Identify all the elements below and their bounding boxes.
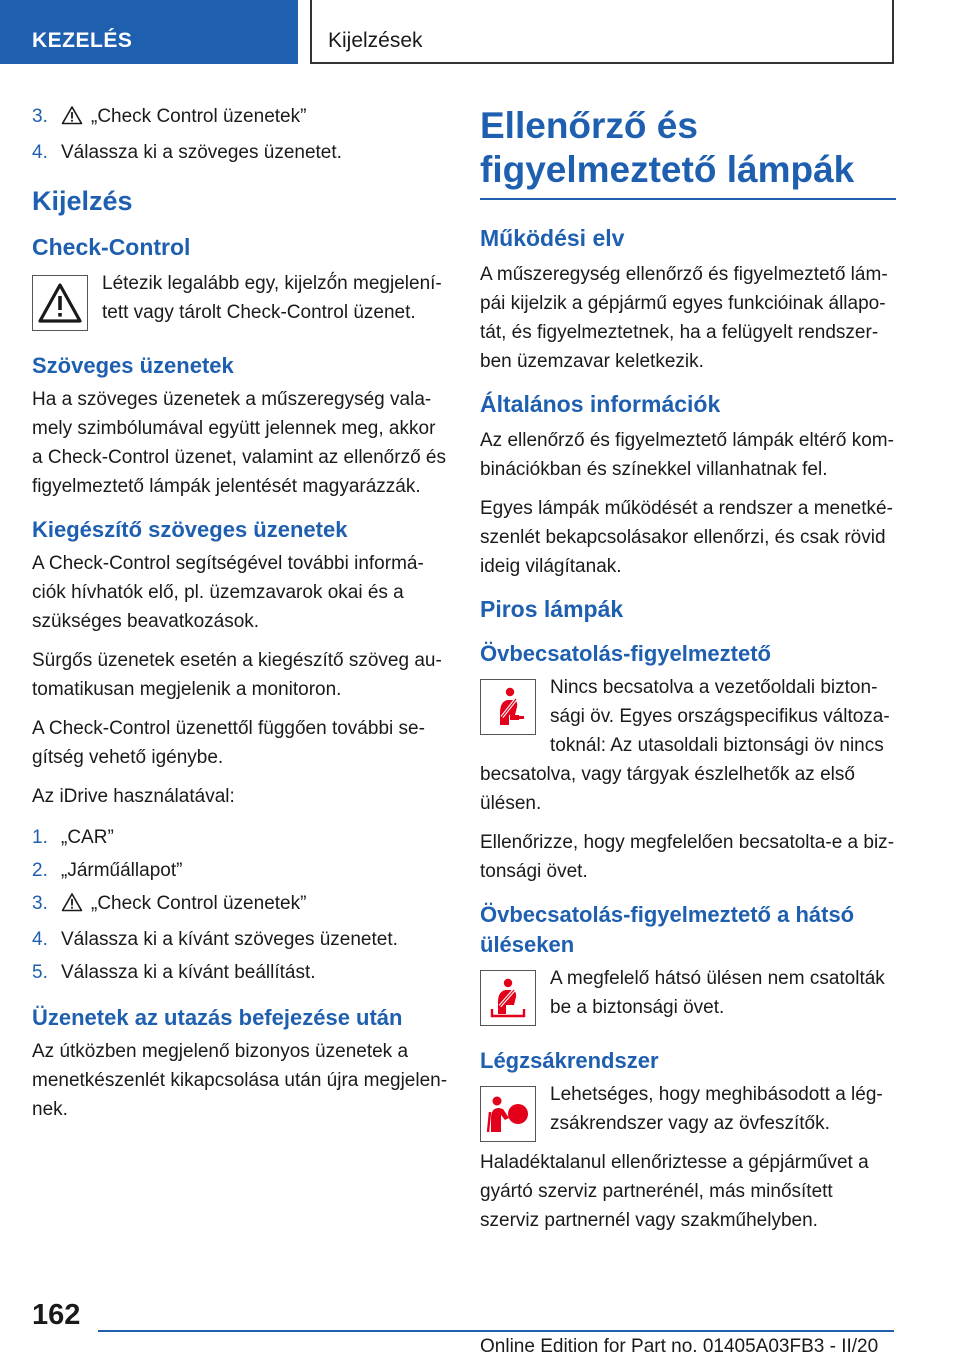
step-number: 4. bbox=[32, 929, 48, 950]
step-number: 5. bbox=[32, 962, 48, 983]
check-control-block bbox=[32, 269, 448, 337]
page-number: 162 bbox=[32, 1299, 81, 1331]
ovbecs-hatso-text: A megfelelő hátsó ülésen nem csatolták be a biztonsági övet. bbox=[550, 968, 885, 1018]
step-text: Válassza ki a szöveges üzenetet. bbox=[61, 142, 342, 163]
airbag-warning-icon bbox=[480, 1086, 536, 1142]
header-section-label: KEZELÉS bbox=[0, 0, 298, 64]
heading-ovbecs: Övbecsatolás-figyelmeztető bbox=[480, 641, 771, 666]
kiegeszito-paragraph: A Check-Control segítségével további információk hívhatók elő, pl. üzemzavarok okai és a szükséges beavatkozások. bbox=[32, 553, 424, 632]
list-item bbox=[32, 956, 448, 989]
left-column bbox=[32, 100, 448, 1134]
heading-lampak: Ellenőrző és figyelmeztető lámpák bbox=[480, 104, 896, 200]
seatbelt-warning-icon bbox=[480, 679, 536, 735]
ovbecs-hatso-block bbox=[480, 964, 896, 1032]
ovbecs-text-2: Ellenőrizze, hogy megfelelően becsatolta-e a biztonsági övet. bbox=[480, 832, 895, 882]
step-number: 3. bbox=[32, 106, 48, 127]
list-item bbox=[32, 854, 448, 887]
legzsak-text: Lehetséges, hogy meghibásodott a légzsákrendszer vagy az övfeszítők. bbox=[550, 1084, 883, 1134]
heading-kiegeszito: Kiegészítő szöveges üzenetek bbox=[32, 517, 348, 542]
list-item bbox=[32, 136, 448, 169]
heading-utazas: Üzenetek az utazás befejezése után bbox=[32, 1005, 403, 1030]
ovbecs-text: Nincs becsatolva a vezetőoldali biztonsági öv. Egyes országspecifikus változatoknál: Az utasoldali biztonsági öv nincs becsatolva, vagy tárgyak észlelhetők az első ülésen. bbox=[480, 677, 890, 814]
step-text: Válassza ki a kívánt beállítást. bbox=[61, 962, 316, 983]
footer-edition: Online Edition for Part no. 01405A03FB3 - II/20 bbox=[480, 1336, 879, 1357]
legzsak-block bbox=[480, 1080, 896, 1245]
legzsak-text: Haladéktalanul ellenőriztesse a gépjárművet a gyártó szerviz partnerénél, más minősített szerviz partnernél vagy szakműhelyben. bbox=[480, 1152, 869, 1231]
step-number: 2. bbox=[32, 860, 48, 881]
warning-triangle-icon bbox=[61, 890, 83, 923]
heading-mukodesi: Működési elv bbox=[480, 225, 625, 251]
list-item bbox=[32, 821, 448, 854]
heading-check-control: Check-Control bbox=[32, 234, 191, 260]
kiegeszito-paragraph: Az iDrive használatával: bbox=[32, 786, 235, 807]
idrive-step-list bbox=[32, 821, 448, 989]
heading-kijelzes: Kijelzés bbox=[32, 186, 133, 216]
step-text: „Járműállapot” bbox=[61, 860, 183, 881]
heading-ovbecs-hatso: Övbecsatolás-figyelmeztető a hátsó üléseken bbox=[480, 902, 855, 957]
kiegeszito-paragraph: Sürgős üzenetek esetén a kiegészítő szöveg automatikusan megjelenik a monitoron. bbox=[32, 650, 442, 700]
step-text: Válassza ki a kívánt szöveges üzenetet. bbox=[61, 929, 398, 950]
heading-altalanos: Általános információk bbox=[480, 391, 721, 417]
ovbecs-block bbox=[480, 673, 896, 828]
step-text: „Check Control üzenetek” bbox=[91, 106, 307, 127]
altalanos-paragraph: Egyes lámpák működését a rendszer a menetkészenlét bekapcsolásakor ellenőrzi, és csak rövid ideig világítanak. bbox=[480, 498, 893, 577]
warning-triangle-icon bbox=[61, 103, 83, 136]
heading-szoveges: Szöveges üzenetek bbox=[32, 353, 234, 378]
step-text: „CAR” bbox=[61, 827, 114, 848]
heading-legzsak: Légzsákrendszer bbox=[480, 1048, 659, 1073]
step-number: 3. bbox=[32, 893, 48, 914]
check-control-text: Létezik legalább egy, kijelző́n megjelenített vagy tárolt Check-Control üzenet. bbox=[102, 273, 442, 323]
list-item bbox=[32, 100, 448, 136]
top-step-list bbox=[32, 100, 448, 169]
mukodesi-text: A műszeregység ellenőrző és figyelmeztető lámpái kijelzik a gépjármű egyes funkcióinak állapotát, és figyelmeztetnek, ha a felügyelt rendszerben üzemzavar keletkezik. bbox=[480, 264, 888, 372]
szoveges-text: Ha a szöveges üzenetek a műszeregység valamely szimbólumával együtt jelennek meg, akkor a Check-Control üzenet, valamint az ellenőrző és figyelmeztető lámpák jelentését magyarázzák. bbox=[32, 389, 446, 497]
header-chapter-title: Kijelzések bbox=[310, 0, 894, 64]
footer-divider bbox=[98, 1330, 894, 1332]
check-control-warning-icon bbox=[32, 275, 88, 331]
list-item bbox=[32, 887, 448, 923]
step-text: „Check Control üzenetek” bbox=[91, 893, 307, 914]
step-number: 4. bbox=[32, 142, 48, 163]
utazas-text: Az útközben megjelenő bizonyos üzenetek a menetkészenlét kikapcsolása után újra megjelennek. bbox=[32, 1041, 448, 1120]
altalanos-paragraph: Az ellenőrző és figyelmeztető lámpák eltérő kombinációkban és színekkel villanhatnak fel. bbox=[480, 430, 894, 480]
rear-seatbelt-warning-icon bbox=[480, 970, 536, 1026]
list-item bbox=[32, 923, 448, 956]
right-column bbox=[480, 100, 896, 1245]
heading-piros: Piros lámpák bbox=[480, 596, 624, 622]
kiegeszito-paragraph: A Check-Control üzenettől függően további segítség vehető igénybe. bbox=[32, 718, 425, 768]
step-number: 1. bbox=[32, 827, 48, 848]
